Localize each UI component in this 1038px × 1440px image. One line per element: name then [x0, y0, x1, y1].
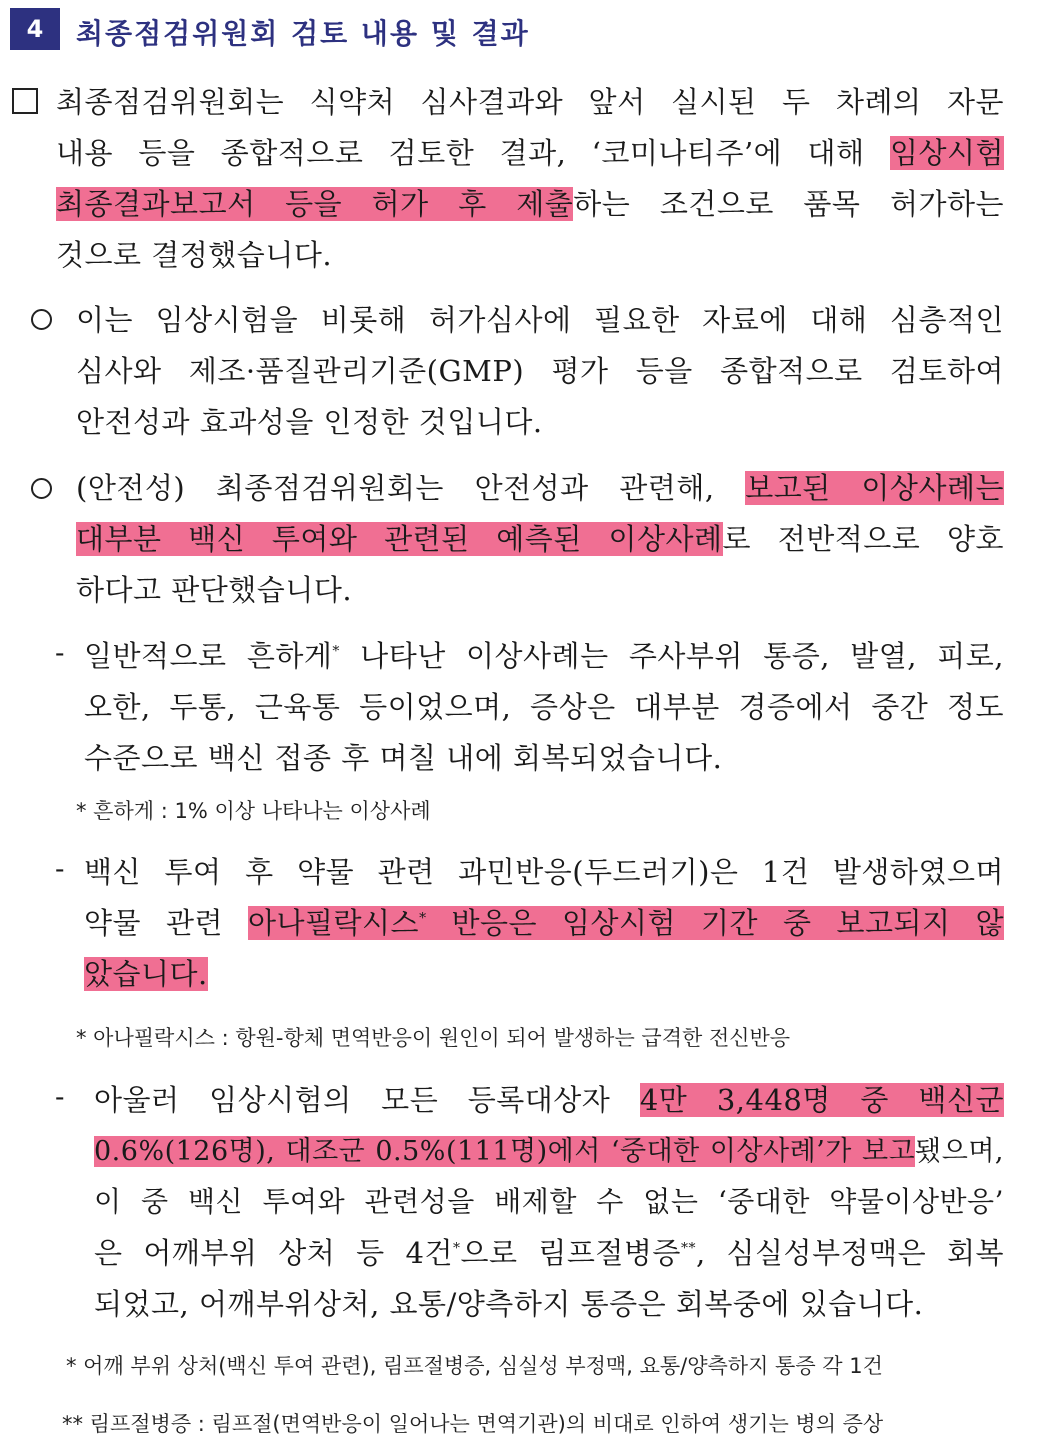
dash3-line2-text: 됐으며, [915, 1136, 1004, 1167]
dash-bullet-icon: - [55, 636, 65, 669]
dash2-line2-text: 약물 관련 [84, 906, 248, 940]
paragraph1-line3 [56, 182, 1004, 223]
dash-bullet-icon: - [55, 1080, 65, 1113]
dash1-line2: 오한, 두통, 근육통 등이었으며, 증상은 대부분 경증에서 중간 정도 [84, 690, 1004, 724]
bullet2-line2 [76, 517, 1004, 558]
dash2-line1: 백신 투여 후 약물 관련 과민반응(두드러기)은 1건 발생하였으며 [84, 855, 1004, 889]
dash3-line1 [94, 1078, 1004, 1119]
footnote-marker: * [419, 910, 427, 927]
dash3-line4-text: , 심실성부정맥은 회복 [695, 1236, 1005, 1270]
checkbox-bullet-icon [12, 88, 38, 114]
circle-bullet-icon [31, 309, 52, 330]
bullet2-line1-text: (안전성) 최종점검위원회는 안전성과 관련해, [76, 471, 746, 505]
section-number-badge: 4 [10, 8, 60, 50]
highlight-text: 았습니다. [84, 957, 208, 991]
dash2-line2 [84, 901, 1004, 942]
paragraph1-line2-text: 내용 등을 종합적으로 검토한 결과, ‘코미나티주’에 대해 [56, 136, 890, 170]
dash3-line4-text: 으로 림프절병증 [460, 1236, 681, 1270]
highlight-text [248, 906, 1004, 940]
footnote-marker: * [332, 643, 340, 660]
highlight-text-part: 아나필락시스 [247, 906, 420, 940]
dash3-line4-text: 은 어깨부위 상처 등 4건 [94, 1236, 453, 1270]
bullet2-line3: 하다고 판단했습니다. [76, 573, 353, 607]
dash1-line1-text: 일반적으로 흔하게 [84, 639, 333, 673]
footnote: * 아나필락시스 : 항원-항체 면역반응이 원인이 되어 발생하는 급격한 전신반응 [76, 1026, 791, 1050]
highlight-text: 최종결과보고서 등을 허가 후 제출 [56, 187, 574, 221]
circle-bullet-icon [31, 478, 52, 499]
dash2-line3 [84, 952, 208, 993]
section-title: 최종점검위원회 검토 내용 및 결과 [76, 17, 530, 50]
paragraph1-line2 [56, 131, 1004, 172]
dash3-line2 [94, 1129, 1004, 1168]
dash1-line3: 수준으로 백신 접종 후 며칠 내에 회복되었습니다. [84, 741, 723, 775]
highlight-text: 4만 3,448명 중 백신군 [639, 1083, 1004, 1117]
highlight-text-part: 반응은 임상시험 기간 중 보고되지 않 [426, 906, 1004, 940]
dash3-line3: 이 중 백신 투여와 관련성을 배제할 수 없는 ‘중대한 약물이상반응’ [94, 1185, 1004, 1218]
dash1-line1-text: 나타난 이상사례는 주사부위 통증, 발열, 피로, [339, 639, 1004, 673]
highlight-text: 0.6%(126명), 대조군 0.5%(111명)에서 ‘중대한 이상사례’가 보고 [94, 1136, 916, 1167]
dash3-line1-text: 아울러 임상시험의 모든 등록대상자 [94, 1083, 640, 1117]
dash3-line5: 되었고, 어깨부위상처, 요통/양측하지 통증은 회복중에 있습니다. [94, 1287, 924, 1321]
dash-bullet-icon: - [55, 852, 65, 885]
paragraph1-line1: 최종점검위원회는 식약처 심사결과와 앞서 실시된 두 차례의 자문 [56, 85, 1004, 119]
footnote-marker: ** [680, 1240, 696, 1257]
bullet1-line2: 심사와 제조·품질관리기준(GMP) 평가 등을 종합적으로 검토하여 [76, 354, 1004, 388]
footnote: * 어깨 부위 상처(백신 투여 관련), 림프절병증, 심실성 부정맥, 요통/양측하지 통증 각 1건 [66, 1354, 883, 1378]
footnote: * 흔하게 : 1% 이상 나타나는 이상사례 [76, 799, 431, 823]
highlight-text: 대부분 백신 투여와 관련된 예측된 이상사례 [76, 522, 723, 556]
highlight-text: 보고된 이상사례는 [745, 471, 1004, 505]
bullet1-line3: 안전성과 효과성을 인정한 것입니다. [76, 405, 543, 439]
bullet1-line1: 이는 임상시험을 비롯해 허가심사에 필요한 자료에 대해 심층적인 [76, 303, 1004, 337]
highlight-text: 임상시험 [889, 136, 1004, 170]
paragraph1-line3-text: 하는 조건으로 품목 허가하는 [573, 187, 1005, 221]
bullet2-line1 [76, 466, 1004, 507]
dash1-line1 [84, 634, 1004, 675]
bullet2-line2-text: 로 전반적으로 양호 [722, 522, 1004, 556]
dash3-line4 [94, 1231, 1004, 1272]
footnote: ** 림프절병증 : 림프절(면역반응이 일어나는 면역기관)의 비대로 인하여 생기는 병의 증상 [62, 1412, 884, 1436]
footnote-marker: * [453, 1240, 461, 1257]
paragraph1-line4: 것으로 결정했습니다. [56, 238, 333, 272]
